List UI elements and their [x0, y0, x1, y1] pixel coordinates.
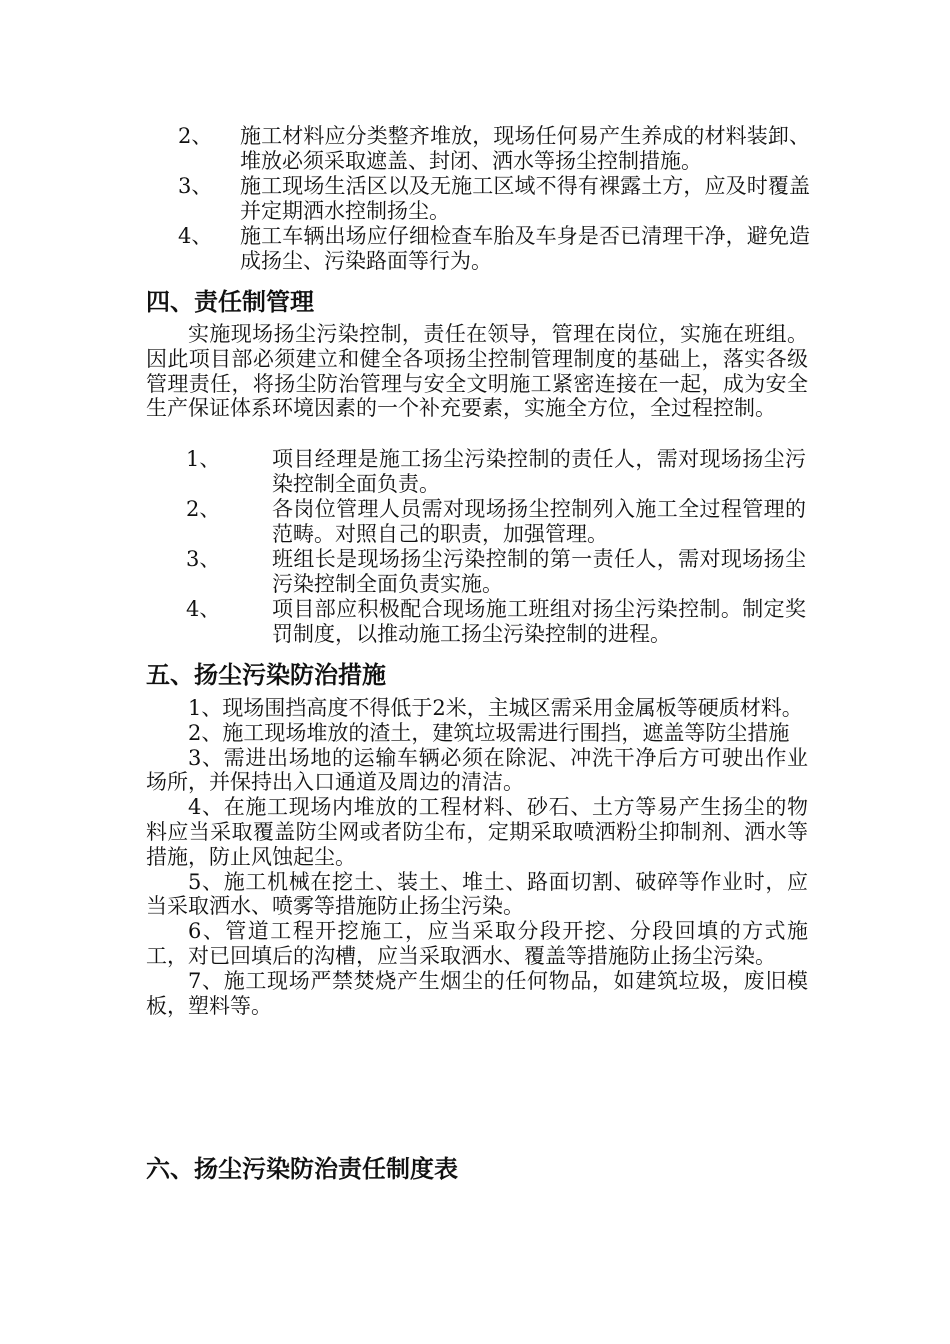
measure-paragraph: 1、现场围挡高度不得低于2米，主城区需采用金属板等硬质材料。 — [188, 696, 803, 720]
list-item-text: 各岗位管理人员需对现场扬尘控制列入施工全过程管理的范畴。对照自己的职责，加强管理。 — [272, 497, 806, 546]
list-item-number: 2、 — [186, 497, 221, 521]
section-heading-responsibility: 四、责任制管理 — [146, 288, 314, 316]
list-item — [186, 447, 806, 497]
list-item-text: 项目经理是施工扬尘污染控制的责任人，需对现场扬尘污染控制全面负责。 — [272, 447, 806, 496]
section-intro-paragraph: 实施现场扬尘污染控制，责任在领导，管理在岗位，实施在班组。因此项目部必须建立和健全各项扬尘控制管理制度的基础上，落实各级管理责任，将扬尘防治管理与安全文明施工紧密连接在一起，成为安全生产保证体系环境因素的一个补充要素，实施全方位，全过程控制。 — [146, 322, 808, 421]
list-item-text: 班组长是现场扬尘污染控制的第一责任人，需对现场扬尘污染控制全面负责实施。 — [272, 547, 806, 596]
section-heading-responsibility-table: 六、扬尘污染防治责任制度表 — [146, 1155, 458, 1183]
list-item-number: 3、 — [186, 547, 221, 571]
list-item-number: 4、 — [186, 597, 221, 621]
list-item-text: 施工车辆出场应仔细检查车胎及车身是否已清理干净，避免造成扬尘、污染路面等行为。 — [240, 224, 810, 273]
list-item — [186, 597, 806, 647]
numbered-list-continued — [178, 124, 810, 274]
measure-paragraph: 3、需进出场地的运输车辆必须在除泥、冲洗干净后方可驶出作业场所，并保持出入口通道及周边的清洁。 — [146, 745, 808, 795]
list-item — [178, 174, 810, 224]
list-item — [186, 547, 806, 597]
measure-paragraph: 2、施工现场堆放的渣土，建筑垃圾需进行围挡，遮盖等防尘措施 — [188, 720, 790, 745]
list-item — [178, 124, 810, 174]
list-item-text: 项目部应积极配合现场施工班组对扬尘污染控制。制定奖罚制度，以推动施工扬尘污染控制的进程。 — [272, 597, 806, 646]
measures-paragraphs — [146, 696, 808, 1018]
list-item-text: 施工材料应分类整齐堆放，现场任何易产生养成的材料装卸、堆放必须采取遮盖、封闭、洒水等扬尘控制措施。 — [240, 124, 810, 173]
measure-paragraph: 6、管道工程开挖施工，应当采取分段开挖、分段回填的方式施工，对已回填后的沟槽，应当采取洒水、覆盖等措施防止扬尘污染。 — [146, 919, 808, 968]
list-item — [186, 497, 806, 547]
list-item-number: 1、 — [186, 447, 221, 471]
section-heading-measures: 五、扬尘污染防治措施 — [146, 661, 386, 689]
measure-paragraph: 7、施工现场严禁焚烧产生烟尘的任何物品，如建筑垃圾，废旧模板，塑料等。 — [146, 968, 808, 1018]
list-item — [178, 224, 810, 274]
list-item-number: 2、 — [178, 124, 213, 148]
measure-paragraph: 5、施工机械在挖土、装土、堆土、路面切割、破碎等作业时，应当采取洒水、喷雾等措施防止扬尘污染。 — [146, 869, 808, 919]
list-item-text: 施工现场生活区以及无施工区域不得有裸露土方，应及时覆盖并定期洒水控制扬尘。 — [240, 174, 810, 223]
list-item-number: 4、 — [178, 224, 213, 248]
measure-paragraph: 4、在施工现场内堆放的工程材料、砂石、土方等易产生扬尘的物料应当采取覆盖防尘网或者防尘布，定期采取喷洒粉尘抑制剂、洒水等措施，防止风蚀起尘。 — [146, 795, 808, 869]
responsibility-list — [186, 447, 806, 647]
list-item-number: 3、 — [178, 174, 213, 198]
